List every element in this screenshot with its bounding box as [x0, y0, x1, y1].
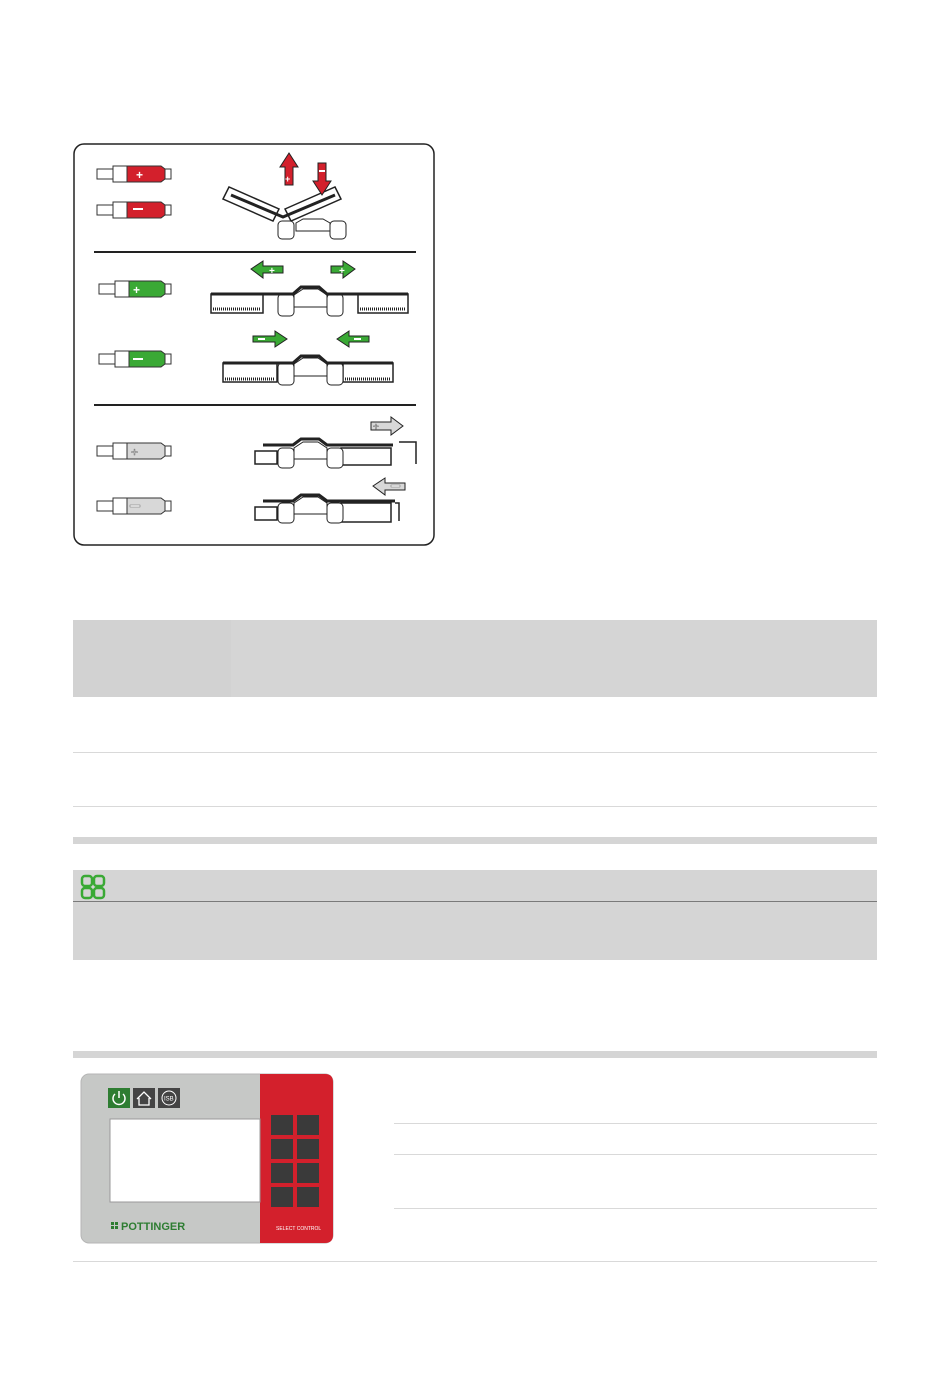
table-bottom-line	[73, 1261, 877, 1262]
hydraulic-functions-diagram	[73, 143, 435, 546]
svg-text:ISB: ISB	[164, 1096, 174, 1103]
table-row	[73, 697, 877, 753]
pottinger-logo-icon	[79, 873, 107, 901]
svg-text:+: +	[269, 266, 275, 277]
svg-text:+: +	[339, 266, 345, 277]
svg-text:POTTINGER: POTTINGER	[121, 1221, 186, 1233]
table-row	[73, 753, 877, 807]
svg-text:+: +	[133, 283, 141, 297]
row-divider	[394, 1123, 877, 1124]
keypad-key[interactable]	[297, 1139, 319, 1159]
table-header-cell-2	[234, 620, 877, 697]
home-button[interactable]	[133, 1088, 155, 1108]
section-separator-bar	[73, 1051, 877, 1058]
table-header-cell-1	[73, 620, 231, 697]
svg-text:+: +	[285, 174, 291, 184]
keypad-key[interactable]	[297, 1187, 319, 1207]
iso-button[interactable]	[158, 1088, 180, 1108]
keypad-key[interactable]	[271, 1139, 293, 1159]
svg-text:+: +	[373, 422, 379, 433]
keypad-key[interactable]	[271, 1187, 293, 1207]
model-label: SELECT CONTROL	[276, 1226, 322, 1232]
keypad-key[interactable]	[297, 1115, 319, 1135]
note-body	[73, 902, 877, 960]
table-header	[73, 620, 877, 697]
row-divider	[394, 1208, 877, 1209]
table-bottom-bar	[73, 837, 877, 844]
svg-text:+: +	[136, 168, 144, 182]
power-button[interactable]	[108, 1088, 130, 1108]
keypad-key[interactable]	[271, 1163, 293, 1183]
svg-text:+: +	[131, 445, 139, 459]
pottinger-brand-logo	[111, 1221, 185, 1233]
keypad-key[interactable]	[271, 1115, 293, 1135]
note-header	[73, 870, 877, 902]
terminal-display	[110, 1119, 260, 1202]
keypad-key[interactable]	[297, 1163, 319, 1183]
select-control-terminal	[80, 1073, 334, 1244]
row-divider	[394, 1154, 877, 1155]
